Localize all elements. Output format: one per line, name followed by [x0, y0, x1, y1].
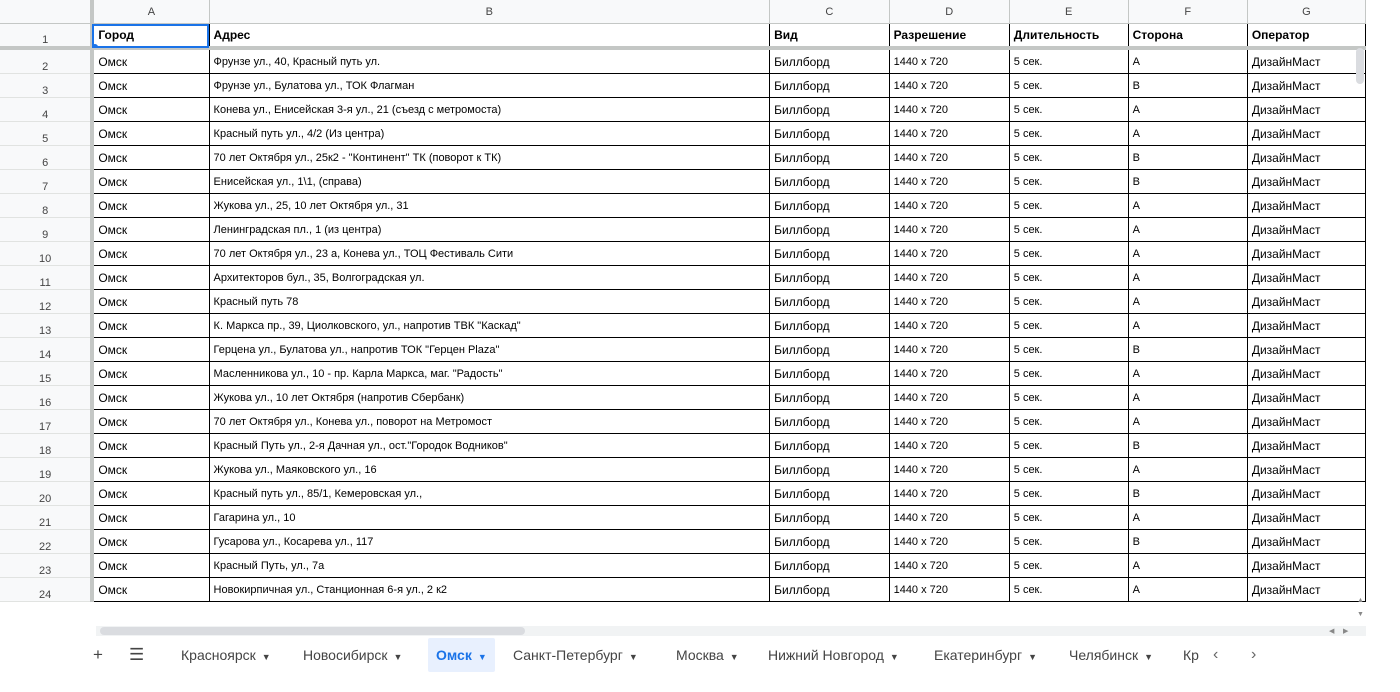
cell-city[interactable]: Омск	[92, 242, 209, 266]
cell-type[interactable]: Биллборд	[770, 146, 889, 170]
cell-type[interactable]: Биллборд	[770, 554, 889, 578]
cell-duration[interactable]: 5 сек.	[1009, 48, 1128, 74]
cell-duration[interactable]: 5 сек.	[1009, 146, 1128, 170]
sheet-tab[interactable]	[1183, 638, 1199, 672]
cell-resolution[interactable]: 1440 x 720	[889, 362, 1009, 386]
cell-side[interactable]: В	[1128, 74, 1247, 98]
all-sheets-button[interactable]	[129, 638, 144, 672]
sheet-tab[interactable]	[303, 638, 402, 672]
cell-address[interactable]: Жукова ул., 25, 10 лет Октября ул., 31	[209, 194, 770, 218]
cell-type[interactable]: Биллборд	[770, 386, 889, 410]
cell-city[interactable]: Омск	[92, 434, 209, 458]
sheet-tab-label: Омск	[436, 647, 472, 663]
cell-side[interactable]: В	[1128, 482, 1247, 506]
cell-operator[interactable]: ДизайнМаст	[1247, 386, 1365, 410]
caret-down-icon[interactable]: ▼	[889, 652, 899, 662]
cell-header-side[interactable]: Сторона	[1128, 24, 1247, 49]
sheet-tab-label: Кр	[1183, 647, 1199, 663]
cell-resolution[interactable]: 1440 x 720	[889, 218, 1009, 242]
cell-type[interactable]: Биллборд	[770, 48, 889, 74]
cell-address[interactable]: 70 лет Октября ул., Конева ул., поворот на Метромост	[209, 410, 770, 434]
table-row	[0, 458, 1366, 482]
table-row	[0, 362, 1366, 386]
cell-city[interactable]: Омск	[92, 506, 209, 530]
cell-duration[interactable]: 5 сек.	[1009, 314, 1128, 338]
table-row	[0, 578, 1366, 602]
list-icon: ☰	[129, 645, 145, 664]
cell-resolution[interactable]: 1440 x 720	[889, 458, 1009, 482]
cell-city[interactable]: Омск	[92, 290, 209, 314]
cell-city[interactable]: Омск	[92, 410, 209, 434]
cell-city[interactable]: Омск	[92, 98, 209, 122]
cell-resolution[interactable]: 1440 x 720	[889, 122, 1009, 146]
table-row	[0, 434, 1366, 458]
cell-resolution[interactable]: 1440 x 720	[889, 48, 1009, 74]
cell-duration[interactable]: 5 сек.	[1009, 362, 1128, 386]
cell-header-operator[interactable]: Оператор	[1247, 24, 1365, 49]
cell-address[interactable]: К. Маркса пр., 39, Циолковского, ул., напротив ТВК "Каскад"	[209, 314, 770, 338]
row-header[interactable]: 24	[0, 578, 92, 602]
cell-city[interactable]: Омск	[92, 530, 209, 554]
table-row	[0, 218, 1366, 242]
scroll-up-arrow-icon[interactable]: ▲	[1357, 597, 1364, 604]
cell-resolution[interactable]: 1440 x 720	[889, 194, 1009, 218]
row-header[interactable]: 8	[0, 194, 92, 218]
column-header-a[interactable]: A	[92, 0, 209, 24]
cell-address[interactable]: Герцена ул., Булатова ул., напротив ТОК "Герцен Plaza"	[209, 338, 770, 362]
row-header[interactable]: 11	[0, 266, 92, 290]
cell-city[interactable]: Омск	[92, 578, 209, 602]
cell-type[interactable]: Биллборд	[770, 314, 889, 338]
cell-city[interactable]: Омск	[92, 218, 209, 242]
cell-side[interactable]: В	[1128, 338, 1247, 362]
chevron-left-icon[interactable]: ‹	[1213, 646, 1219, 663]
cell-address[interactable]: 70 лет Октября ул., 23 а, Конева ул., ТОЦ Фестиваль Сити	[209, 242, 770, 266]
cell-resolution[interactable]: 1440 x 720	[889, 314, 1009, 338]
cell-address[interactable]: Красный путь ул., 4/2 (Из центра)	[209, 122, 770, 146]
cell-header-resolution[interactable]: Разрешение	[889, 24, 1009, 49]
cell-side[interactable]: А	[1128, 458, 1247, 482]
cell-type[interactable]: Биллборд	[770, 578, 889, 602]
cell-operator[interactable]: ДизайнМаст	[1247, 146, 1365, 170]
cell-side[interactable]: А	[1128, 290, 1247, 314]
cell-address[interactable]: Красный путь ул., 85/1, Кемеровская ул.,	[209, 482, 770, 506]
cell-address[interactable]: Масленникова ул., 10 - пр. Карла Маркса, маг. "Радость"	[209, 362, 770, 386]
cell-side[interactable]: А	[1128, 242, 1247, 266]
row-header[interactable]: 3	[0, 74, 92, 98]
cell-header-type[interactable]: Вид	[770, 24, 889, 49]
cell-operator[interactable]: ДизайнМаст	[1247, 242, 1365, 266]
cell-city[interactable]: Омск	[92, 74, 209, 98]
caret-down-icon[interactable]: ▼	[628, 652, 638, 662]
cell-duration[interactable]: 5 сек.	[1009, 410, 1128, 434]
cell-address[interactable]: Жукова ул., 10 лет Октября (напротив Сбербанк)	[209, 386, 770, 410]
cell-address[interactable]: Архитекторов бул., 35, Волгоградская ул.	[209, 266, 770, 290]
cell-operator[interactable]: ДизайнМаст	[1247, 338, 1365, 362]
column-header-g[interactable]: G	[1247, 0, 1365, 24]
cell-resolution[interactable]: 1440 x 720	[889, 98, 1009, 122]
cell-address[interactable]: Новокирпичная ул., Станционная 6-я ул., 2 к2	[209, 578, 770, 602]
caret-down-icon[interactable]: ▼	[261, 652, 271, 662]
cell-resolution[interactable]: 1440 x 720	[889, 578, 1009, 602]
cell-type[interactable]: Биллборд	[770, 506, 889, 530]
row-header[interactable]: 6	[0, 146, 92, 170]
cell-side[interactable]: В	[1128, 170, 1247, 194]
cell-city[interactable]: Омск	[92, 48, 209, 74]
scroll-down-arrow-icon[interactable]: ▼	[1357, 611, 1364, 618]
cell-address[interactable]: Енисейская ул., 1\1, (справа)	[209, 170, 770, 194]
column-header-b[interactable]: B	[209, 0, 770, 24]
table-row	[0, 530, 1366, 554]
cell-side[interactable]: А	[1128, 554, 1247, 578]
cell-type[interactable]: Биллборд	[770, 530, 889, 554]
sheet-tab-label: Челябинск	[1069, 647, 1139, 663]
cell-type[interactable]: Биллборд	[770, 410, 889, 434]
cell-operator[interactable]: ДизайнМаст	[1247, 362, 1365, 386]
cell-duration[interactable]: 5 сек.	[1009, 74, 1128, 98]
sheet-tab[interactable]	[1069, 638, 1153, 672]
column-header-f[interactable]: F	[1128, 0, 1247, 24]
cell-duration[interactable]: 5 сек.	[1009, 458, 1128, 482]
row-header[interactable]: 5	[0, 122, 92, 146]
cell-operator[interactable]: ДизайнМаст	[1247, 482, 1365, 506]
chevron-right-icon[interactable]: ›	[1251, 646, 1257, 663]
cell-address[interactable]: Гагарина ул., 10	[209, 506, 770, 530]
table-row	[0, 98, 1366, 122]
table-row	[0, 194, 1366, 218]
cell-resolution[interactable]: 1440 x 720	[889, 266, 1009, 290]
cell-duration[interactable]: 5 сек.	[1009, 170, 1128, 194]
cell-side[interactable]: В	[1128, 530, 1247, 554]
row-header[interactable]: 4	[0, 98, 92, 122]
cell-city[interactable]: Омск	[92, 338, 209, 362]
cell-side[interactable]: А	[1128, 386, 1247, 410]
cell-duration[interactable]: 5 сек.	[1009, 434, 1128, 458]
cell-side[interactable]: А	[1128, 98, 1247, 122]
row-header[interactable]: 2	[0, 48, 92, 74]
cell-side[interactable]: А	[1128, 48, 1247, 74]
cell-city[interactable]: Омск	[92, 386, 209, 410]
column-header-e[interactable]: E	[1009, 0, 1128, 24]
cell-duration[interactable]: 5 сек.	[1009, 98, 1128, 122]
cell-text: Город	[98, 28, 134, 42]
caret-down-icon[interactable]: ▼	[477, 652, 487, 662]
cell-type[interactable]: Биллборд	[770, 434, 889, 458]
row-header[interactable]: 23	[0, 554, 92, 578]
cell-duration[interactable]: 5 сек.	[1009, 530, 1128, 554]
sheet-tab[interactable]	[676, 638, 739, 672]
cell-resolution[interactable]: 1440 x 720	[889, 506, 1009, 530]
cell-resolution[interactable]: 1440 x 720	[889, 170, 1009, 194]
cell-address[interactable]: Фрунзе ул., 40, Красный путь ул.	[209, 48, 770, 74]
cell-operator[interactable]: ДизайнМаст	[1247, 48, 1365, 74]
cell-resolution[interactable]: 1440 x 720	[889, 410, 1009, 434]
row-header[interactable]: 13	[0, 314, 92, 338]
sheet-tab[interactable]	[513, 638, 638, 672]
cell-type[interactable]: Биллборд	[770, 482, 889, 506]
cell-type[interactable]: Биллборд	[770, 170, 889, 194]
vertical-scrollbar[interactable]	[1356, 48, 1364, 84]
cell-side[interactable]: А	[1128, 410, 1247, 434]
cell-operator[interactable]: ДизайнМаст	[1247, 218, 1365, 242]
cell-address[interactable]: Гусарова ул., Косарева ул., 117	[209, 530, 770, 554]
cell-city[interactable]: Омск	[92, 122, 209, 146]
cell-city[interactable]: Омск	[92, 314, 209, 338]
cell-side[interactable]: А	[1128, 506, 1247, 530]
sheet-tab[interactable]	[934, 638, 1037, 672]
cell-side[interactable]: А	[1128, 194, 1247, 218]
cell-resolution[interactable]: 1440 x 720	[889, 74, 1009, 98]
add-sheet-button[interactable]	[93, 638, 103, 672]
table-row	[0, 146, 1366, 170]
row-header[interactable]: 14	[0, 338, 92, 362]
cell-side[interactable]: В	[1128, 146, 1247, 170]
caret-down-icon[interactable]: ▼	[1144, 652, 1154, 662]
scroll-left-arrow-icon[interactable]: ◀	[1329, 628, 1335, 635]
table-row	[0, 48, 1366, 74]
cell-city[interactable]: Омск	[92, 194, 209, 218]
table-row	[0, 170, 1366, 194]
row-header[interactable]: 20	[0, 482, 92, 506]
cell-duration[interactable]: 5 сек.	[1009, 482, 1128, 506]
caret-down-icon[interactable]: ▼	[393, 652, 403, 662]
cell-operator[interactable]: ДизайнМаст	[1247, 410, 1365, 434]
table-row	[0, 386, 1366, 410]
row-header[interactable]: 16	[0, 386, 92, 410]
row-header[interactable]: 17	[0, 410, 92, 434]
cell-type[interactable]: Биллборд	[770, 338, 889, 362]
sheet-tab[interactable]	[181, 638, 271, 672]
cell-city[interactable]: Омск	[92, 554, 209, 578]
cell-side[interactable]: А	[1128, 266, 1247, 290]
row-header[interactable]: 15	[0, 362, 92, 386]
cell-type[interactable]: Биллборд	[770, 122, 889, 146]
fill-handle[interactable]	[92, 43, 99, 48]
table-row	[0, 242, 1366, 266]
cell-duration[interactable]: 5 сек.	[1009, 386, 1128, 410]
cell-duration[interactable]: 5 сек.	[1009, 218, 1128, 242]
cell-resolution[interactable]: 1440 x 720	[889, 338, 1009, 362]
cell-duration[interactable]: 5 сек.	[1009, 122, 1128, 146]
cell-side[interactable]: В	[1128, 434, 1247, 458]
cell-operator[interactable]: ДизайнМаст	[1247, 266, 1365, 290]
column-header-d[interactable]: D	[889, 0, 1009, 24]
table-row	[0, 266, 1366, 290]
scroll-right-arrow-icon[interactable]: ▶	[1343, 628, 1349, 635]
cell-city[interactable]: Омск	[92, 170, 209, 194]
cell-type[interactable]: Биллборд	[770, 218, 889, 242]
cell-side[interactable]: А	[1128, 362, 1247, 386]
cell-duration[interactable]: 5 сек.	[1009, 242, 1128, 266]
table-row	[0, 506, 1366, 530]
cell-resolution[interactable]: 1440 x 720	[889, 434, 1009, 458]
cell-address[interactable]: Конева ул., Енисейская 3-я ул., 21 (съезд с метромоста)	[209, 98, 770, 122]
row-header[interactable]: 7	[0, 170, 92, 194]
row-header[interactable]: 19	[0, 458, 92, 482]
cell-side[interactable]: А	[1128, 122, 1247, 146]
cell-operator[interactable]: ДизайнМаст	[1247, 98, 1365, 122]
cell-address[interactable]: Красный путь 78	[209, 290, 770, 314]
sheet-tabs-bar	[0, 638, 1400, 672]
cell-header-address[interactable]: Адрес	[209, 24, 770, 49]
row-header[interactable]: 21	[0, 506, 92, 530]
cell-header-duration[interactable]: Длительность	[1009, 24, 1128, 49]
sheet-tab-label: Москва	[676, 647, 724, 663]
cell-duration[interactable]: 5 сек.	[1009, 338, 1128, 362]
cell-city[interactable]: Омск	[92, 146, 209, 170]
cell-type[interactable]: Биллборд	[770, 194, 889, 218]
cell-city[interactable]: Омск	[92, 362, 209, 386]
sheet-tab[interactable]	[768, 638, 899, 672]
row-header[interactable]: 10	[0, 242, 92, 266]
row-header[interactable]: 12	[0, 290, 92, 314]
table-row	[0, 290, 1366, 314]
cell-operator[interactable]: ДизайнМаст	[1247, 554, 1365, 578]
table-row	[0, 554, 1366, 578]
cell-resolution[interactable]: 1440 x 720	[889, 242, 1009, 266]
cell-type[interactable]: Биллборд	[770, 290, 889, 314]
cell-address[interactable]: Красный Путь ул., 2-я Дачная ул., ост."Городок Водников"	[209, 434, 770, 458]
table-row	[0, 314, 1366, 338]
cell-type[interactable]: Биллборд	[770, 98, 889, 122]
cell-operator[interactable]: ДизайнМаст	[1247, 530, 1365, 554]
sheet-tab-label: Нижний Новгород	[768, 647, 884, 663]
cell-operator[interactable]: ДизайнМаст	[1247, 194, 1365, 218]
cell-duration[interactable]: 5 сек.	[1009, 266, 1128, 290]
table-row	[0, 410, 1366, 434]
cell-header-city[interactable]	[92, 24, 209, 49]
table-row	[0, 122, 1366, 146]
cell-resolution[interactable]: 1440 x 720	[889, 530, 1009, 554]
horizontal-scrollbar-thumb[interactable]	[100, 627, 525, 635]
cell-side[interactable]: А	[1128, 314, 1247, 338]
cell-resolution[interactable]: 1440 x 720	[889, 386, 1009, 410]
table-row	[0, 482, 1366, 506]
cell-operator[interactable]: ДизайнМаст	[1247, 170, 1365, 194]
sheet-tab-label: Санкт-Петербург	[513, 647, 623, 663]
cell-address[interactable]: 70 лет Октября ул., 25к2 - "Континент" ТК (поворот к ТК)	[209, 146, 770, 170]
row-header[interactable]: 22	[0, 530, 92, 554]
sheet-tab-label: Новосибирск	[303, 647, 388, 663]
table-row	[0, 338, 1366, 362]
sheet-tab[interactable]	[428, 638, 495, 672]
caret-down-icon[interactable]: ▼	[1028, 652, 1037, 662]
cell-duration[interactable]: 5 сек.	[1009, 194, 1128, 218]
plus-icon: +	[93, 645, 103, 664]
cell-city[interactable]: Омск	[92, 458, 209, 482]
caret-down-icon[interactable]: ▼	[729, 652, 739, 662]
header-row	[0, 24, 1366, 49]
cell-address[interactable]: Фрунзе ул., Булатова ул., ТОК Флагман	[209, 74, 770, 98]
cell-address[interactable]: Красный Путь, ул., 7а	[209, 554, 770, 578]
row-header[interactable]: 1	[0, 24, 92, 49]
cell-type[interactable]: Биллборд	[770, 458, 889, 482]
sheet-tab-label: Екатеринбург	[934, 647, 1023, 663]
cell-resolution[interactable]: 1440 x 720	[889, 290, 1009, 314]
cell-duration[interactable]: 5 сек.	[1009, 506, 1128, 530]
cell-side[interactable]: А	[1128, 218, 1247, 242]
cell-type[interactable]: Биллборд	[770, 74, 889, 98]
cell-type[interactable]: Биллборд	[770, 362, 889, 386]
cell-address[interactable]: Жукова ул., Маяковского ул., 16	[209, 458, 770, 482]
sheet-tab-label: Красноярск	[181, 647, 256, 663]
cell-operator[interactable]: ДизайнМаст	[1247, 578, 1365, 602]
cell-resolution[interactable]: 1440 x 720	[889, 554, 1009, 578]
cell-operator[interactable]: ДизайнМаст	[1247, 506, 1365, 530]
cell-address[interactable]: Ленинградская пл., 1 (из центра)	[209, 218, 770, 242]
cell-city[interactable]: Омск	[92, 482, 209, 506]
cell-duration[interactable]: 5 сек.	[1009, 578, 1128, 602]
select-all-corner[interactable]	[0, 0, 92, 24]
cell-operator[interactable]: ДизайнМаст	[1247, 122, 1365, 146]
cell-operator[interactable]: ДизайнМаст	[1247, 74, 1365, 98]
row-header[interactable]: 9	[0, 218, 92, 242]
cell-operator[interactable]: ДизайнМаст	[1247, 314, 1365, 338]
cell-operator[interactable]: ДизайнМаст	[1247, 290, 1365, 314]
row-header[interactable]: 18	[0, 434, 92, 458]
table-row	[0, 74, 1366, 98]
cell-duration[interactable]: 5 сек.	[1009, 554, 1128, 578]
cell-type[interactable]: Биллборд	[770, 266, 889, 290]
cell-side[interactable]: А	[1128, 578, 1247, 602]
cell-resolution[interactable]: 1440 x 720	[889, 482, 1009, 506]
cell-resolution[interactable]: 1440 x 720	[889, 146, 1009, 170]
cell-city[interactable]: Омск	[92, 266, 209, 290]
column-header-c[interactable]: C	[770, 0, 889, 24]
cell-duration[interactable]: 5 сек.	[1009, 290, 1128, 314]
cell-operator[interactable]: ДизайнМаст	[1247, 458, 1365, 482]
cell-operator[interactable]: ДизайнМаст	[1247, 434, 1365, 458]
cell-type[interactable]: Биллборд	[770, 242, 889, 266]
